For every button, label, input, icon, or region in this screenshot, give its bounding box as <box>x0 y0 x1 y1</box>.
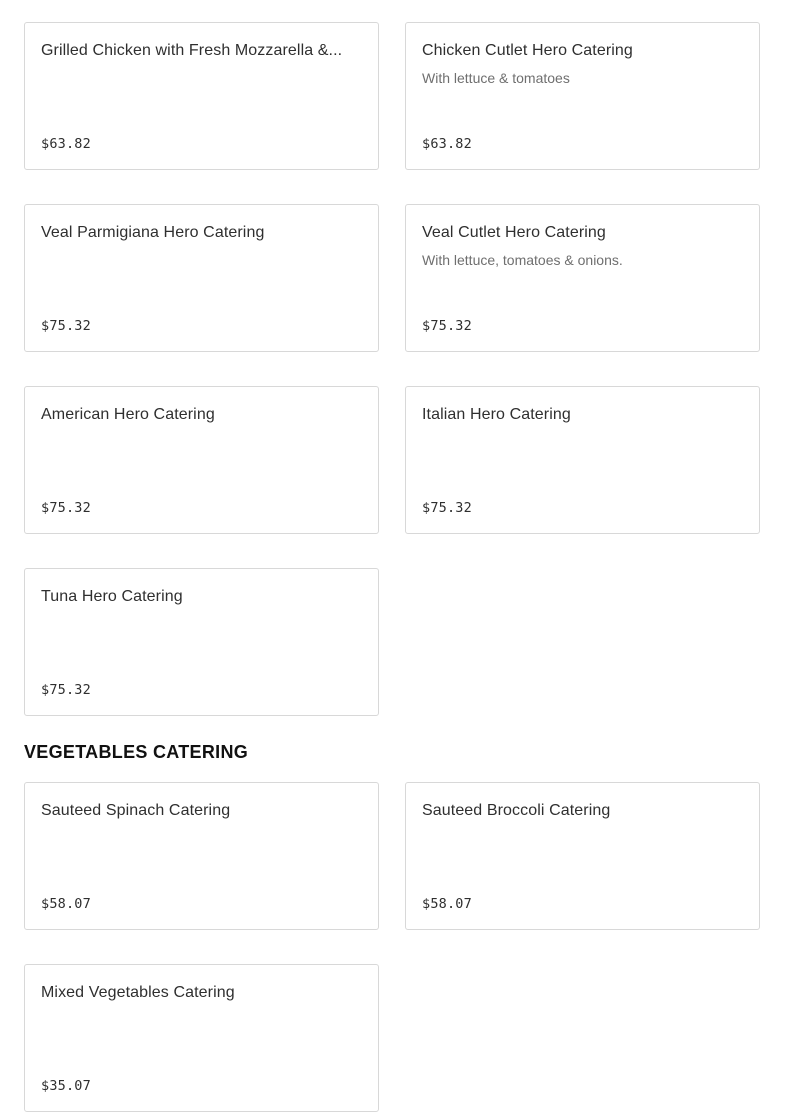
menu-item-price: $63.82 <box>41 136 91 152</box>
menu-item-card[interactable] <box>24 568 379 716</box>
menu-item-card[interactable] <box>24 204 379 352</box>
menu-item-price: $63.82 <box>422 136 472 152</box>
menu-item-price: $35.07 <box>41 1078 91 1094</box>
menu-item-name: Mixed Vegetables Catering <box>41 984 235 1001</box>
menu-item-price: $58.07 <box>41 896 91 912</box>
section-heading-vegetables: VEGETABLES CATERING <box>24 742 249 762</box>
menu-item-card[interactable] <box>24 386 379 534</box>
menu-item-card[interactable] <box>24 782 379 930</box>
menu-item-name: Chicken Cutlet Hero Catering <box>422 42 633 59</box>
menu-item-price: $75.32 <box>41 318 91 334</box>
menu-item-card[interactable] <box>24 964 379 1112</box>
menu-item-card[interactable] <box>24 22 379 170</box>
menu-item-price: $75.32 <box>41 500 91 516</box>
menu-item-name: Tuna Hero Catering <box>41 588 183 605</box>
menu-item-name: Grilled Chicken with Fresh Mozzarella &... <box>41 42 343 59</box>
menu-item-name: Italian Hero Catering <box>422 406 571 423</box>
menu-item-price: $58.07 <box>422 896 472 912</box>
menu-item-name: American Hero Catering <box>41 406 215 423</box>
menu-item-name: Veal Cutlet Hero Catering <box>422 224 606 241</box>
menu-item-price: $75.32 <box>422 318 472 334</box>
menu-item-card[interactable] <box>405 782 760 930</box>
menu-item-price: $75.32 <box>422 500 472 516</box>
menu-item-card[interactable] <box>405 22 760 170</box>
menu-item-name: Sauteed Spinach Catering <box>41 802 231 819</box>
menu-item-price: $75.32 <box>41 682 91 698</box>
menu-item-description: With lettuce, tomatoes & onions. <box>422 252 623 268</box>
menu-item-card[interactable] <box>405 204 760 352</box>
menu-item-name: Veal Parmigiana Hero Catering <box>41 224 265 241</box>
menu-item-card[interactable] <box>405 386 760 534</box>
menu-item-description: With lettuce & tomatoes <box>422 70 570 86</box>
menu-item-name: Sauteed Broccoli Catering <box>422 802 611 819</box>
